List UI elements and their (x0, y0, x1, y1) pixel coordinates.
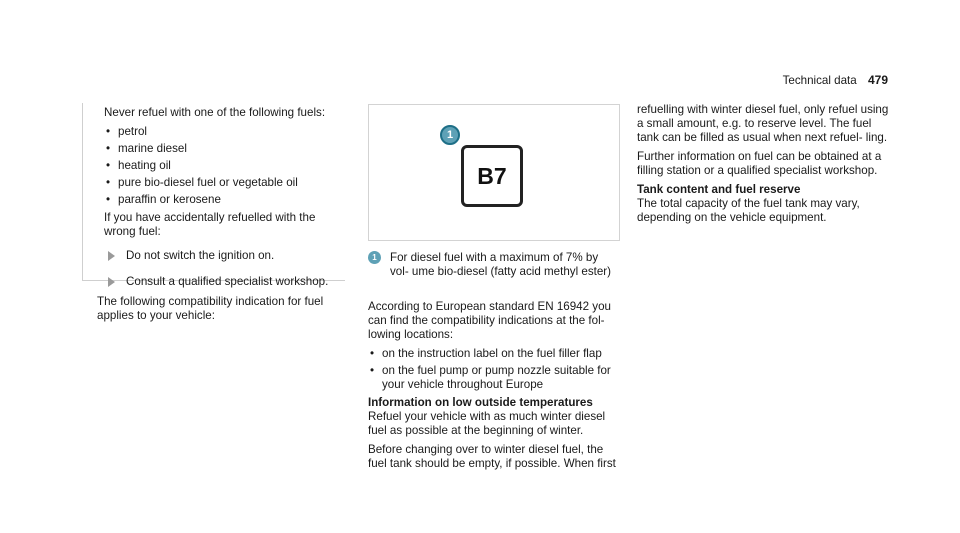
section-title: Technical data (782, 74, 857, 87)
compatibility-text: The following compatibility indication for fuel applies to your vehicle: (97, 295, 324, 322)
forbidden-fuels-list (104, 125, 342, 207)
paragraph: Refuel your vehicle with as much winter diesel fuel as possible at the beginning of winter. (368, 410, 606, 437)
section-heading: Information on low outside temperatures (368, 396, 593, 409)
action-step (104, 249, 342, 263)
column-3 (637, 103, 895, 230)
paragraph: refuelling with winter diesel fuel, only refuel using a small amount, e.g. to reserve level. The fuel tank can be filled as usual when next refuel- ling. (637, 103, 889, 144)
action-text: Do not switch the ignition on. (126, 249, 275, 262)
paragraph: Before changing over to winter diesel fuel, the fuel tank should be empty, if possible. When first (368, 443, 616, 470)
action-step (104, 275, 342, 289)
list-item: • on the instruction label on the fuel filler flap (368, 347, 620, 361)
column-2 (368, 300, 620, 476)
legend-text: For diesel fuel with a maximum of 7% by vol- ume bio-diesel (fatty acid methyl ester) (390, 251, 612, 278)
list-item: • paraffin or kerosene (104, 193, 342, 207)
list-item: • on the fuel pump or pump nozzle suitable for your vehicle throughout Europe (368, 364, 620, 392)
according-text: According to European standard EN 16942 you can find the compatibility indications at the fol- lowing locations: (368, 300, 611, 341)
action-text: Consult a qualified specialist workshop. (126, 275, 329, 288)
section-heading: Tank content and fuel reserve (637, 183, 801, 196)
page-number: 479 (867, 73, 888, 87)
list-item: • marine diesel (104, 142, 342, 156)
list-item: • pure bio-diesel fuel or vegetable oil (104, 176, 342, 190)
list-item: • heating oil (104, 159, 342, 173)
figure-legend (368, 251, 620, 279)
wrong-fuel-text: If you have accidentally refuelled with the wrong fuel: (104, 211, 316, 238)
legend-number: 1 (368, 251, 381, 264)
warning-box (104, 106, 342, 301)
callout-marker: 1 (440, 125, 460, 145)
b7-fuel-label: B7 (461, 145, 523, 207)
arrow-right-icon (108, 251, 115, 261)
locations-list (368, 347, 620, 392)
list-item: • petrol (104, 125, 342, 139)
arrow-right-icon (108, 277, 115, 287)
warning-intro: Never refuel with one of the following fuels: (104, 106, 326, 119)
paragraph: Further information on fuel can be obtained at a filling station or a qualified specialist workshop. (637, 150, 882, 177)
compatibility-intro (97, 295, 347, 328)
page-header (783, 73, 888, 88)
paragraph: The total capacity of the fuel tank may vary, depending on the vehicle equipment. (637, 197, 860, 224)
